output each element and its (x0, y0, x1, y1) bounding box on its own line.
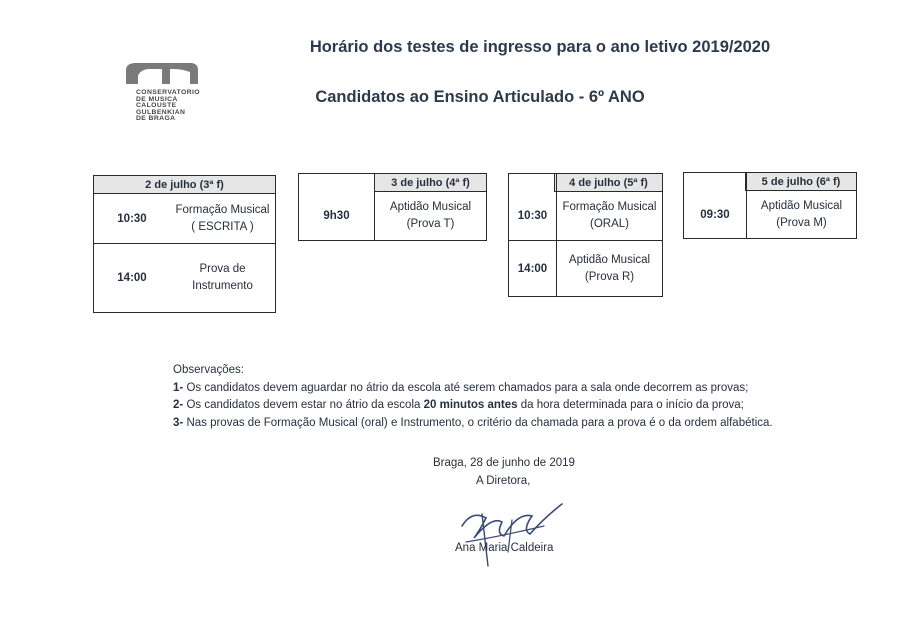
day-header: 5 de julho (6ª f) (745, 173, 856, 191)
note-text: da hora determinada para o início da prova; (520, 399, 744, 411)
schedule-row (94, 195, 275, 243)
activity-line: Formação Musical (175, 204, 270, 216)
note-number: 2- (173, 399, 184, 411)
slot-time: 10:30 (117, 213, 147, 225)
slot-activity (746, 173, 856, 238)
note-number: 1- (173, 381, 184, 394)
schedule-table-day-4 (683, 172, 857, 239)
logo-emblem-icon (122, 58, 202, 90)
activity-line: Aptidão Musical (568, 253, 651, 266)
logo-line: CALOUSTE (136, 102, 177, 110)
activity-line: ( ESCRITA ) (191, 221, 254, 233)
note-text: Nas provas de Formação Musical (oral) e Instrumento, o critério da chamada para a prova é o da ordem alfabética. (186, 416, 773, 429)
notes-heading: Observações: (173, 364, 244, 376)
activity-line: Prova de (199, 263, 246, 275)
activity-line: (Prova R) (584, 270, 635, 283)
slot-time: 9h30 (299, 174, 375, 240)
day-header: 3 de julho (4ª f) (374, 174, 486, 192)
slot-time: 09:30 (700, 208, 730, 221)
signatory-role: A Diretora, (476, 475, 531, 487)
place-date: Braga, 28 de junho de 2019 (433, 457, 575, 469)
logo-line: GULBENKIAN (136, 108, 186, 116)
schedule-table-day-1 (93, 175, 276, 313)
schedule-row (684, 173, 856, 238)
note-emphasis: 20 minutos antes (423, 399, 518, 411)
activity-line: (Prova T) (406, 218, 455, 230)
page-subtitle: Candidatos ao Ensino Articulado - 6º ANO (315, 88, 645, 106)
notes-section (173, 362, 773, 432)
slot-activity (170, 195, 275, 243)
activity-line: (Prova M) (776, 216, 827, 229)
slot-activity (170, 244, 275, 312)
school-logo (122, 58, 232, 128)
activity-line: Aptidão Musical (760, 199, 843, 212)
schedule-row (94, 243, 275, 312)
day-header: 2 de julho (3ª f) (94, 176, 275, 194)
page-title: Horário dos testes de ingresso para o ano letivo 2019/2020 (309, 38, 771, 56)
signatory-name: Ana Maria Caldeira (455, 542, 554, 554)
note-item (173, 415, 773, 433)
slot-time: 14:00 (517, 262, 548, 275)
activity-line: Instrumento (192, 280, 253, 292)
note-item (173, 397, 773, 415)
note-text: Os candidatos devem estar no átrio da escola (186, 399, 421, 411)
note-number: 3- (173, 416, 184, 429)
slot-time: 10:30 (517, 210, 548, 222)
activity-line: Aptidão Musical (389, 201, 472, 213)
slot-time: 14:00 (117, 272, 147, 284)
slot-activity (556, 174, 662, 240)
note-text: Os candidatos devem aguardar no átrio da escola até serem chamados para a sala onde decorrem as provas; (186, 381, 749, 394)
schedule-row (299, 174, 486, 240)
day-header: 4 de julho (5ª f) (554, 174, 662, 192)
slot-activity (556, 241, 662, 296)
schedule-table-day-3 (508, 173, 663, 297)
slot-activity (375, 174, 486, 240)
schedule-table-day-2 (298, 173, 487, 241)
note-item (173, 380, 773, 398)
activity-line: (ORAL) (590, 218, 629, 230)
logo-line: DE MUSICA (136, 95, 178, 103)
activity-line: Formação Musical (562, 201, 657, 213)
schedule-row (509, 240, 662, 296)
handwritten-signature-icon (452, 496, 582, 574)
logo-line: DE BRAGA (136, 115, 176, 123)
schedule-row (509, 174, 662, 240)
logo-line: CONSERVATORIO (136, 89, 200, 96)
logo-text (136, 90, 200, 123)
